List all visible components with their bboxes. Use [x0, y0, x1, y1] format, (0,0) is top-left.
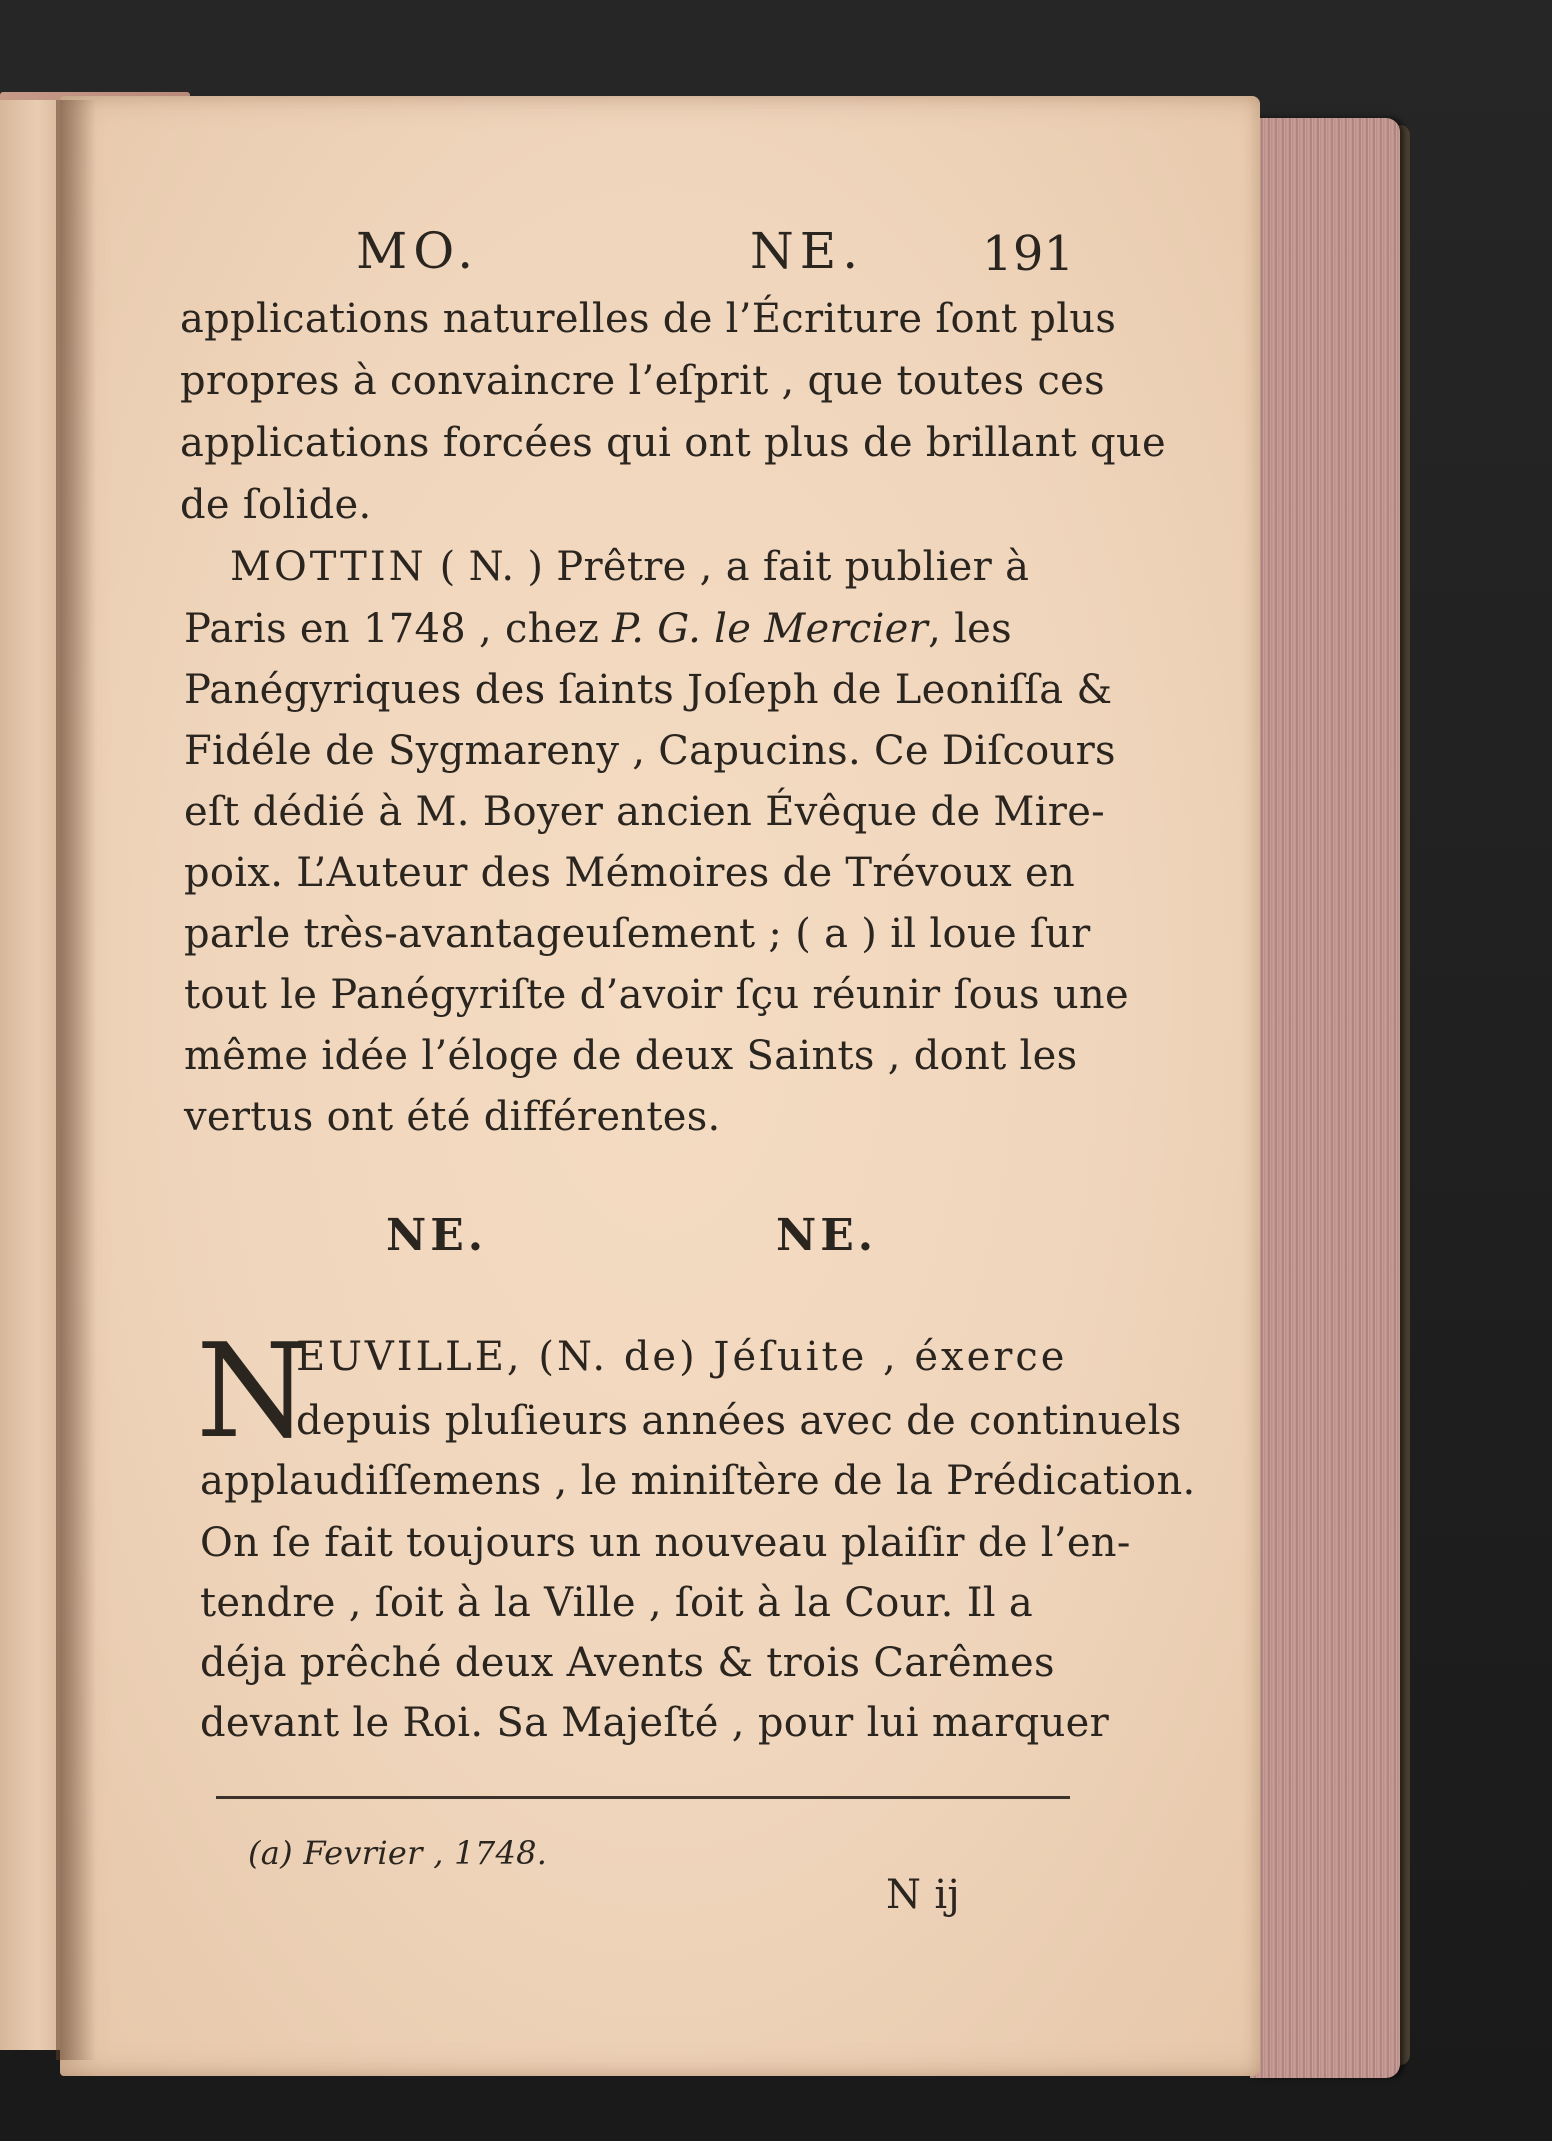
text-span: Paris en 1748 , chez: [184, 606, 613, 652]
entry-name: MOTTIN: [230, 544, 427, 590]
footnote: (a) Fevrier , 1748.: [248, 1834, 548, 1872]
footnote-rule: [216, 1796, 1070, 1799]
text-line: vertus ont été différentes.: [184, 1094, 721, 1140]
text-line: Fidéle de Sygmareny , Capucins. Ce Diſcours: [184, 728, 1116, 774]
text-line: applications naturelles de l’Écriture ſont plus: [180, 296, 1117, 342]
publisher-name: P. G. le Mercier: [612, 606, 929, 652]
text-line: Panégyriques des ſaints Joſeph de Leoniſſa &: [184, 667, 1113, 713]
text-line: applaudiſſemens , le miniſtère de la Prédication.: [200, 1458, 1196, 1504]
entry-mottin-first-line: [230, 544, 1029, 590]
running-header-left: MO.: [356, 222, 480, 280]
running-header-middle: NE.: [750, 222, 865, 280]
text-line: même idée l’éloge de deux Saints , dont les: [184, 1033, 1078, 1079]
text-line: devant le Roi. Sa Majeſté , pour lui marquer: [200, 1700, 1110, 1746]
text-line: poix. L’Auteur des Mémoires de Trévoux en: [184, 850, 1076, 896]
section-heading-right: NE.: [776, 1210, 878, 1261]
page-block-edges: [1250, 118, 1400, 2078]
text-line: eſt dédié à M. Boyer ancien Évêque de Mire-: [184, 789, 1105, 835]
text-line: propres à convaincre l’eſprit , que toutes ces: [180, 358, 1105, 404]
left-facing-page: [0, 100, 64, 2050]
text-line: depuis pluſieurs années avec de continuels: [296, 1398, 1182, 1444]
text-line: tout le Panégyriſte d’avoir ſçu réunir ſous une: [184, 972, 1129, 1018]
gutter-shadow: [56, 100, 96, 2060]
signature-mark: N ij: [886, 1872, 961, 1918]
text-line: applications forcées qui ont plus de brillant que: [180, 420, 1166, 466]
text-line: de ſolide.: [180, 482, 372, 528]
text-line: parle très-avantageuſement ; ( a ) il loue ſur: [184, 911, 1091, 957]
page-number: 191: [982, 226, 1075, 282]
text-line: [184, 606, 1012, 652]
text-span: ( N. ) Prêtre , a fait publier à: [426, 544, 1030, 590]
entry-neuville-first-line: EUVILLE, (N. de) Jéſuite , éxerce: [296, 1334, 1068, 1380]
text-line: déja prêché deux Avents & trois Carêmes: [200, 1640, 1055, 1686]
drop-cap: N: [196, 1315, 310, 1467]
text-line: tendre , ſoit à la Ville , ſoit à la Cour. Il a: [200, 1580, 1034, 1626]
text-span: , les: [928, 606, 1012, 652]
section-heading-left: NE.: [386, 1210, 488, 1261]
text-line: On ſe fait toujours un nouveau plaiſir de l’en-: [200, 1520, 1131, 1566]
